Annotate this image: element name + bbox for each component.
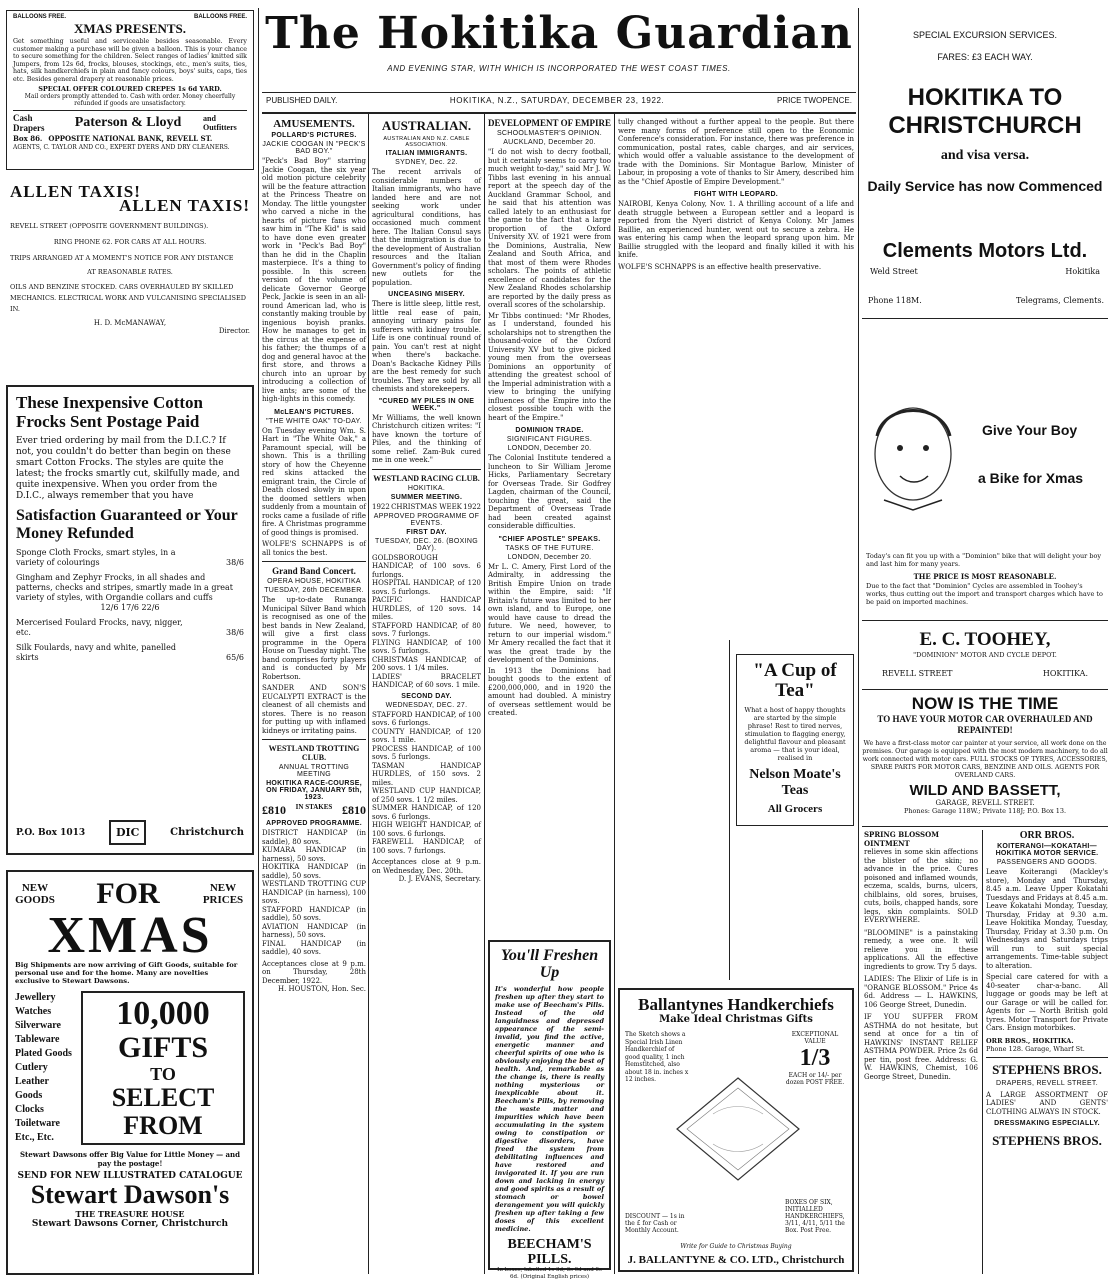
concert-date: TUESDAY, 26th DECEMBER.: [264, 587, 364, 594]
column-australian: [372, 118, 481, 1274]
hk-firm: J. BALLANTYNE & CO. LTD., Christchurch: [627, 1254, 845, 1266]
ad-wild-bassett: [862, 694, 1108, 822]
stakes-right: £810: [341, 803, 366, 817]
hk-boxes: BOXES OF SIX, INITIALLED HANDKERCHIEFS, 3/11, 4/11, 5/11 the Box. Post Free.: [785, 1199, 845, 1234]
trotting-sub: ANNUAL TROTTING MEETING: [278, 764, 350, 778]
approved-programme: APPROVED PROGRAMME.: [266, 820, 362, 827]
stephens-footer: STEPHENS BROS.: [992, 1133, 1102, 1148]
handkerchief-illustration: [673, 1074, 803, 1184]
dic-item-text: Gingham and Zephyr Frocks, in all shades and patterns, checks and stripes, smartly made in a great variety of styles, with Organdie collars and cuffs: [16, 573, 234, 602]
racing-hokitika: HOKITIKA.: [407, 484, 446, 492]
dic-item-price: 38/6: [226, 628, 244, 637]
allen-oils: OILS AND BENZINE STOCKED. CARS OVERHAULED BY SKILLED MECHANICS. ELECTRICAL WORK AND VULCANISING SPECIALISED IN.: [10, 283, 246, 313]
dic-item: [16, 643, 244, 663]
now-is-the-time: NOW IS THE TIME: [911, 694, 1059, 713]
gift-category: Silverware: [15, 1020, 61, 1031]
weld-street: Weld Street: [870, 267, 918, 276]
gift-category: Tableware: [15, 1034, 60, 1045]
dic-item-text: Mercerised Foulard Frocks, navy, nigger, etc.: [16, 618, 183, 637]
gift-category: Leather Goods: [15, 1076, 49, 1101]
balloons-free-left: BALLOONS FREE.: [13, 14, 67, 20]
masthead-subtitle: AND EVENING STAR, WITH WHICH IS INCORPORATED THE WEST COAST TIMES.: [387, 64, 731, 73]
column-amusements: [262, 118, 366, 1274]
gift-category: Etc., Etc.: [15, 1132, 54, 1143]
toohey-name: E. C. TOOHEY,: [919, 629, 1051, 650]
bike-body-2: Due to the fact that "Dominion" Cycles are assembled in Toohey's works, thus cutting out the import and transport charges which have to be paid on imported machines.: [866, 582, 1103, 606]
dic-item-price: 65/6: [226, 653, 244, 662]
ad-nelson-moate: [736, 654, 854, 826]
hk-title: Ballantynes Handkerchiefs: [638, 995, 834, 1014]
racing-title: WESTLAND RACING CLUB.: [373, 473, 480, 483]
italian-dateline: SYDNEY, Dec. 22.: [395, 159, 458, 166]
allen-owner-title: Director.: [218, 327, 250, 335]
orr-foot-left: ORR BROS., HOKITIKA.: [986, 1036, 1074, 1045]
clements-contact: [868, 296, 1104, 310]
mclean-body: On Tuesday evening Wm. S. Hart in "The White Oak," a Paramount special, will be shown. This is a thrilling story of how the Cheyenne red skins attacked the emigrant train, the Circle of Death closed slowly in upon the doomed settlers when suddenly from a mountain of rocks came a fusilade of rifle fire. A Christmas programme of good things is promised.: [262, 426, 366, 537]
wolfe-note: WOLFE'S SCHNAPPS is of all tonics the best.: [262, 540, 366, 557]
tea-title: "A Cup of Tea": [753, 660, 837, 701]
outfitters: and Outfitters: [203, 114, 237, 132]
hk-price: 1/3: [799, 1045, 831, 1071]
bloomine: "BLOOMINE" is a painstaking remedy, a wee one. It will relieve you in these applications. All the effective ingredients to grow. Try 5 days.: [864, 928, 978, 971]
stakes-middle: IN STAKES: [295, 803, 333, 811]
gift-category: Watches: [15, 1006, 52, 1017]
dic-item-price: 38/6: [226, 558, 244, 567]
piles-body: Mr Williams, the well known Christchurch citizen writes: "I have known the torture of Piles, and the thinking of some relief. Zam-Buk cured me in one week.": [372, 413, 481, 464]
toohey-street: REVELL STREET: [882, 669, 953, 678]
ad-stewart-dawsons: [6, 870, 254, 1275]
column-trade: [618, 118, 854, 638]
orr-bros-column: [986, 830, 1108, 1274]
tea-grocers: All Grocers: [767, 803, 823, 815]
wild-garage: GARAGE, REVELL STREET.: [935, 799, 1035, 807]
allen-street: REVELL STREET (OPPOSITE GOVERNMENT BUILDINGS).: [10, 222, 209, 230]
paterson-box: Box 86.: [13, 134, 43, 143]
visa-versa: and visa versa.: [940, 148, 1030, 163]
published-daily: PUBLISHED DAILY.: [266, 96, 338, 105]
stewart-treasure: THE TREASURE HOUSE: [75, 1209, 185, 1219]
race-event: FAREWELL HANDICAP, of 100 sovs. 7 furlongs.: [372, 838, 481, 855]
race-event: GOLDSBOROUGH HANDICAP, of 100 sovs. 6 furlongs.: [372, 553, 481, 579]
chief-apostle-sub: TASKS OF THE FUTURE.: [505, 544, 594, 552]
trot-race: KUMARA HANDICAP (in harness), 50 sovs.: [262, 846, 366, 863]
chief-apostle-body-2: In 1913 the Dominions had bought goods to the extent of £200,000,000, and in 1920 the amount had doubled. A ministry of overseas settlement would be created.: [488, 666, 611, 717]
tea-body: What a host of happy thoughts are started by the simple phrase! Rest to tired nerves, stimulation to flagging energy, delightful flavour and pleasant aroma — that is your ideal, realised in: [744, 706, 846, 762]
trotting-place: HOKITIKA RACE-COURSE, ON FRIDAY, JANUARY 5th, 1923.: [266, 780, 362, 801]
orange-blossom: LADIES: The Elixir of Life is in "ORANGE BLOSSOM." Price 4s 6d. Address — L. HAWKINS, 106 George Street, Dunedin.: [864, 975, 978, 1009]
ad-ballantynes: [618, 988, 854, 1272]
empire-dateline: AUCKLAND, December 20.: [503, 139, 596, 146]
paterson-address: OPPOSITE NATIONAL BANK, REVELL ST.: [48, 134, 213, 143]
orr-body: Leave Koiterangi (Mackley's store), Monday and Thursday, 8.45 a.m. Leave Upper Kokatahi Tuesdays and Fridays at 8.45 a.m. Leave Kokatahi Monday, Tuesday, Thursday, Friday at 9.30 a.m. Leave Hokitika Monday, Tuesday, Thursday, Friday at 3.30 p.m. On Wednesdays and Saturdays trips will run to suit special arrangements. Time-table subject to alteration.: [986, 868, 1108, 970]
racing-year-2: 1922: [463, 502, 481, 511]
tea-brand: Nelson Moate's Teas: [749, 767, 841, 798]
trade-filler: [620, 640, 730, 980]
race-event: SUMMER HANDICAP, of 120 sovs. 6 furlongs.: [372, 804, 481, 821]
misery-body: There is little sleep, little rest, little real ease of pain, annoying urinary pains for sufferers with kidney trouble. Life is one continual round of pain. You can't rest at night when there's backache. Doan's Backache Kidney Pills are the best remedy for such troubles. They are sold by all chemists and storekeepers.: [372, 300, 481, 393]
boy-portrait: [864, 392, 962, 522]
race-event: COUNTY HANDICAP, of 120 sovs. 1 mile.: [372, 727, 481, 744]
trot-race: DISTRICT HANDICAP (in saddle), 80 sovs.: [262, 829, 366, 846]
orr-body-2: Special care catered for with a 40-seater char-a-banc. All luggage or goods may be left at our Garage or will be called for. Agents for — North British gold tyres. Motor Transport for Private Cars. Ensign motorbikes.: [986, 973, 1108, 1032]
xmas-word: XMAS: [47, 907, 213, 964]
gifts-number: 10,000: [116, 995, 210, 1032]
gift-category: Clocks: [15, 1104, 44, 1115]
bike-for-xmas: a Bike for Xmas: [978, 470, 1084, 486]
bike-price: THE PRICE IS MOST REASONABLE.: [913, 572, 1057, 581]
race-event: TASMAN HANDICAP HURDLES, of 150 sovs. 2 miles.: [372, 761, 481, 787]
masthead-title: The Hokitika Guardian: [265, 8, 853, 59]
italian-body: The recent arrivals of considerable numbers of Italian immigrants, who have landed here and are not seeking work under agricultural conditions, has occasioned much comment here. The Italian Consul says that the immigration is due to the development of Australian resources and the Italian Government's policy of finding new outlets for the population.: [372, 168, 481, 287]
racing-footer: Acceptances close at 9 p.m. on Wednesday, Dec. 20th.: [372, 858, 481, 875]
boy-face-icon: [875, 408, 951, 500]
hk-value: EXCEPTIONAL VALUE: [791, 1031, 839, 1045]
stephens-title: STEPHENS BROS.: [992, 1061, 1102, 1077]
racing-programme: APPROVED PROGRAMME OF EVENTS.: [373, 512, 480, 527]
hk-each: EACH or 14/- per dozen POST FREE.: [785, 1072, 845, 1086]
clements-name-block: [862, 240, 1108, 290]
now-sub: TO HAVE YOUR MOTOR CAR OVERHAULED AND REPAINTED!: [877, 714, 1093, 735]
gift-category: Toiletware: [15, 1118, 60, 1129]
trade-body-1: tully changed without a further appeal to the people. But there were many forms of preference still open to the Economic Conference's consideration. For instance, there was preference in communication, postal rates, cable charges, and air services, which would offer a valuable assistance to the development of trade with the Dominions. Sir Montague Barlow, Minister of Labour, in proposing a vote of thanks to Sir Amery, described him as the "Chief Apostle of Empire Development.": [618, 118, 854, 186]
gift-category: Cutlery: [15, 1062, 48, 1073]
sander-note: SANDER AND SON'S EUCALYPTI EXTRACT is the cleanest of all chemists and stores. There is no reason for putting up with inflamed kidneys or irritating pains.: [262, 684, 366, 735]
ad-dic: [6, 385, 254, 855]
trot-race: FINAL HANDICAP (in saddle), 40 sovs.: [262, 939, 366, 956]
dominion-trade-dateline: LONDON, December 20.: [507, 445, 592, 452]
dic-body: Ever tried ordering by mail from the D.I.C.? If not, you couldn't do better than begin on these smart Cotton Frocks. The styles are quite the latest; the frocks smartly cut, skilfully made, and quite inexpensive. When you order from the D.I.C., always remember that you have: [16, 436, 240, 501]
toohey-town: HOKITIKA.: [1042, 669, 1088, 678]
toohey-sub: "DOMINION" MOTOR AND CYCLE DEPOT.: [913, 651, 1057, 659]
cable-assoc: AUSTRALIAN AND N.Z. CABLE ASSOCIATION.: [383, 136, 470, 148]
bike-body: Today's can fit you up with a "Dominion" bike that will delight your boy and last him for many years.: [866, 552, 1102, 568]
price: PRICE TWOPENCE.: [777, 96, 852, 105]
gifts-word: GIFTS: [117, 1031, 209, 1064]
leopard-body: NAIROBI, Kenya Colony, Nov. 1. A thrilling account of a life and death struggle between a European settler and a leopard is reported from the Nyeri district of Kenya Colony. Mr James Baillie, an experienced hunter, went out to secure a zebra. He was entering his camp when the leopard sprang upon him. Mr Baillie struggled with the leopard and finally killed it with his knife.: [618, 200, 854, 259]
dic-item: [16, 573, 244, 613]
beecham-body: It's wonderful how people freshen up after they start to make use of Beecham's Pills. Instead of the old languidness and depressed appearance of the semi-invalid, you find the active, energetic manner and cheerful spirits of one who is obviously enjoying the best of health. And, remarkable as the change is, there is really nothing mysterious or inexplicable about it. Beecham's Pills, by removing the waste matter and impurities which have been accumulating in the system owing to constipation or digestive disorders, have freed the system from debilitating influences and have restored and invigorated it. If you are run down and lacking in energy and good spirits as a result of stomach or bowel derangement you will quickly freshen up after taking a few doses of this excellent medicine.: [495, 985, 604, 1233]
trot-race: WESTLAND TROTTING CUP HANDICAP (in harness), 100 sovs.: [262, 880, 366, 905]
cash-drapers: Cash Drapers: [13, 113, 45, 133]
concert-body: The up-to-date Runanga Municipal Silver Band which is recognised as one of the best bands in New Zealand, will give a first class programme in the Opera House on Tuesday night. The band comprises forty players and is conducted by Mr Robertson.: [262, 596, 366, 681]
racing-week: CHRISTMAS WEEK: [391, 502, 462, 511]
race-event: CHRISTMAS HANDICAP, of 200 sovs. 1 1/4 miles.: [372, 655, 481, 672]
beecham-brand: BEECHAM'S PILLS.: [507, 1237, 592, 1267]
race-event: LADIES' BRACELET HANDICAP, of 60 sovs. 1 mile.: [372, 672, 481, 689]
balloons-free-right: BALLOONS FREE.: [193, 14, 247, 20]
ad-clements-motors: [862, 30, 1108, 240]
clements-phone: Phone 118M.: [868, 296, 922, 305]
trotting-title: WESTLAND TROTTING CLUB.: [268, 744, 360, 762]
stewart-corner: Stewart Dawsons Corner, Christchurch: [31, 1219, 229, 1229]
second-day: SECOND DAY.: [401, 692, 452, 700]
allen-ring: RING PHONE 62. FOR CARS AT ALL HOURS.: [53, 238, 207, 246]
dic-box: P.O. Box 1013: [16, 827, 86, 838]
beecham-title: You'll Freshen Up: [500, 947, 599, 981]
route-line-2: CHRISTCHURCH: [888, 112, 1082, 139]
italian-heading: ITALIAN IMMIGRANTS.: [385, 150, 468, 157]
chief-apostle-heading: "CHIEF APOSTLE" SPEAKS.: [498, 535, 601, 543]
race-event: HOSPITAL HANDICAP, of 120 sovs. 5 furlongs.: [372, 579, 481, 596]
spring-title: SPRING BLOSSOM OINTMENT: [864, 830, 939, 848]
racing-secretary: D. J. EVANS, Secretary.: [398, 875, 481, 883]
dominion-trade-heading: DOMINION TRADE.: [515, 427, 584, 434]
trot-race: STAFFORD HANDICAP (in saddle), 50 sovs.: [262, 905, 366, 922]
special-offer: SPECIAL OFFER COLOURED CREPES 1s 6d YARD.: [38, 85, 222, 93]
race-event: STAFFORD HANDICAP, of 80 sovs. 7 furlongs.: [372, 621, 481, 638]
now-body: We have a first-class motor car painter at your service, all work done on the premises. Our garage is equipped with the most modern machinery, to do all work connected with motor cars. FULL STOCKS OF TYRES, ACCESSORIES, SPARE PARTS FOR MOTOR CARS, BENZINE AND OILS. AGENTS FOR OVERLAND CARS.: [862, 740, 1108, 779]
dateline-bar: [266, 96, 852, 110]
chief-apostle-body: Mr L. C. Amery, First Lord of the Admiralty, in addressing the British Empire Union on trade within the Empire, said: "If Britain's future was limited to her own island, and to Europe, one would have cause to dread the future. We need, however, to return to our imperial wisdom." Mr Amery recalled the fact that it was the great trade by the development of the Dominions.: [488, 562, 611, 664]
race-event: PROCESS HANDICAP, of 100 sovs. 5 furlongs.: [372, 744, 481, 761]
hk-sub: Make Ideal Christmas Gifts: [659, 1014, 813, 1025]
wild-bassett-name: WILD AND BASSETT,: [909, 782, 1061, 799]
race-event: FLYING HANDICAP, of 100 sovs. 5 furlongs.: [372, 638, 481, 655]
mail-orders: Mail orders promptly attended to. Cash with order. Money cheerfully refunded if goods are unsatisfactory.: [24, 93, 236, 107]
asthma-powder: IF YOU SUFFER FROM ASTHMA do not hesitate, but send at once for a tin of HAWKINS' INSTANT RELIEF ASTHMA POWDER. Price 2s 6d per tin, post free. Address: G. W. HAWKINS, Chemist, 106 George Street, Dunedin.: [864, 1013, 978, 1081]
misery-heading: UNCEASING MISERY.: [388, 291, 465, 298]
dressmaking: DRESSMAKING ESPECIALLY.: [994, 1120, 1100, 1127]
select-word: SELECT: [111, 1083, 215, 1112]
dic-headline: These Inexpensive Cotton Frocks Sent Postage Paid: [16, 393, 204, 431]
dic-logo: DIC: [109, 820, 146, 845]
give-your-boy: Give Your Boy: [982, 422, 1078, 438]
first-day: FIRST DAY.: [406, 528, 447, 536]
stewart-intro: Big Shipments are now arriving of Gift Goods, suitable for personal use and for the home. Many are novelties exclusive to Stewart Dawsons.: [15, 961, 238, 985]
fares: FARES: £3 EACH WAY.: [937, 52, 1033, 62]
ad-toohey-bikes: [862, 322, 1108, 612]
toohey-footer: [862, 620, 1108, 690]
to-word: TO: [150, 1064, 176, 1084]
beecham-foot: In boxes, labelled 1s 3d, 3s 0d and 9s 6d. (Original English prices): [497, 1267, 602, 1280]
stakes-left: £810: [262, 803, 286, 817]
allen-rates: AT REASONABLE RATES.: [87, 268, 173, 276]
white-oak-sub: "THE WHITE OAK" TO-DAY.: [266, 417, 362, 425]
orr-foot-right: Phone 128. Garage, Wharf St.: [986, 1044, 1085, 1053]
mclean-heading: McLEAN'S PICTURES.: [274, 408, 354, 416]
racing-year: 1922: [372, 502, 390, 511]
pollard-heading: POLLARD'S PICTURES.: [271, 132, 357, 139]
clements-telegrams: Telegrams, Clements.: [1016, 296, 1104, 305]
australian-title: AUSTRALIAN.: [381, 118, 472, 133]
trot-race: HOKITIKA HANDICAP (in saddle), 50 sovs.: [262, 863, 366, 880]
trotting-footer: Acceptances close at 9 p.m. on Thursday, 28th December, 1922.: [262, 959, 366, 985]
xmas-presents-heading: XMAS PRESENTS.: [74, 21, 186, 36]
ad-beechams: [488, 940, 611, 1280]
dominion-trade-body: The Colonial Institute tendered a luncheon to Sir William Jerome Hicks, Parliamentary Secretary for Overseas Trade. Sir Godfrey Lagden, chairman of the Council, touching the great, said the Department of Overseas Trade had been created against considerable difficulties.: [488, 454, 611, 530]
race-event: HIGH WEIGHT HANDICAP, of 100 sovs. 6 furlongs.: [372, 821, 481, 838]
dic-item: [16, 618, 244, 638]
gift-category: Jewellery: [15, 992, 56, 1003]
orr-title: ORR BROS.: [1019, 830, 1075, 841]
stewart-catalogue: SEND FOR NEW ILLUSTRATED CATALOGUE: [17, 1171, 243, 1181]
race-event: WESTLAND CUP HANDICAP, of 250 sovs. 1 1/2 miles.: [372, 787, 481, 804]
hk-write: Write for Guide to Christmas Buying: [680, 1243, 792, 1250]
leopard-heading: FIGHT WITH LEOPARD.: [693, 191, 779, 198]
stewart-value: Stewart Dawsons offer Big Value for Little Money — and pay the postage!: [19, 1150, 241, 1168]
hk-desc: The Sketch shows a Special Irish Linen Handkerchief of good quality, 1 inch Hemstitched, also about 18 in. inches x 12 inches.: [625, 1031, 689, 1083]
handkerchief-icon: [677, 1078, 799, 1180]
dominion-trade-sub: SIGNIFICANT FIGURES.: [506, 436, 593, 443]
stewart-name: Stewart Dawson's: [30, 1180, 230, 1209]
dic-city: Christchurch: [170, 827, 244, 838]
spring-body: relieves in some skin affections the blister of the skin; no advance in the price. Cures poisoned and inflamed wounds, eczema, scalds, burns, ulcers, chilblains, old sores, bruises, cuts, boils, chapped hands, sore legs, skin complaints. SOLD EVERYWHERE.: [864, 848, 978, 924]
opera-house: OPERA HOUSE, HOKITIKA: [267, 578, 361, 585]
piles-heading: "CURED MY PILES IN ONE WEEK.": [378, 397, 475, 412]
allen-taxis-left: ALLEN TAXIS!: [10, 182, 141, 201]
wild-phones: Phones: Garage 118W.; Private 118J; P.O. Box 13.: [903, 807, 1067, 815]
dic-item-text: Silk Foulards, navy and white, panelled skirts: [16, 643, 176, 662]
spring-blossom-column: [864, 830, 978, 1274]
gift-category: Plated Goods: [15, 1048, 72, 1059]
race-event: STAFFORD HANDICAP, of 100 sovs. 6 furlongs.: [372, 710, 481, 727]
empire-title: DEVELOPMENT OF EMPIRE: [488, 118, 612, 128]
dic-item-price: 12/6 17/6 22/6: [100, 603, 160, 612]
paterson-agents: AGENTS, C. TAYLOR AND CO., EXPERT DYERS AND DRY CLEANERS.: [13, 144, 230, 151]
race-event: PACIFIC HANDICAP HURDLES, of 120 sovs. 14 miles.: [372, 596, 481, 621]
trot-race: AVIATION HANDICAP (in harness), 50 sovs.: [262, 922, 366, 939]
daily-service: Daily Service has now Commenced: [867, 178, 1103, 194]
ad-paterson-lloyd: [6, 10, 254, 170]
empire-body-1: "I do not wish to decry football, but it certainly seems to carry too much weight to-day," said Mr J. W. Tibbs last evening in his annual report at the speech day of the Auckland Grammar School, and he said that his attention was called lately to an enthusiast for the game to the fact that a large proportion of the Oxford University XV. of 1921 were from the Dominions, Australia, New Zealand and South Africa, and that most of them were Rhodes scholars. The points of athletic excellence of candidates for the New Zealand Rhodes scholarship are reported by the daily press as overall scores of the scholarship.: [488, 148, 611, 309]
weld-town: Hokitika: [1065, 267, 1100, 276]
orr-sub: KOITERANGI—KOKATAHI—HOKITIKA MOTOR SERVICE.: [995, 843, 1099, 857]
pollard-sub: JACKIE COOGAN IN "PECK'S BAD BOY.": [262, 141, 366, 155]
trotting-secretary: H. HOUSTON, Hon. Sec.: [278, 985, 366, 993]
masthead: [262, 8, 856, 88]
chief-apostle-dateline: LONDON, December 20.: [507, 553, 592, 561]
from-word: FROM: [123, 1111, 203, 1140]
paterson-body: Get something useful and serviceable besides seasonable. Every customer making a purchase will be given a balloon. This is your chance to secure something for the children. Select ranges of ladies' knitted silk Jumpers, from 12s 6d, frocks, blouses, stockings, etc., men's suits, ties, hats, silk handkerchiefs in plain and fancy colours, boys' suits, caps, ties etc. Besides general drapery at reasonable prices.: [13, 38, 247, 83]
concert-title: Grand Band Concert.: [272, 566, 356, 576]
stephens-sub: DRAPERS, REVELL STREET.: [996, 1079, 1098, 1087]
empire-sub: SCHOOLMASTER'S OPINION.: [496, 130, 603, 137]
route-line-1: HOKITIKA TO: [907, 84, 1063, 111]
empire-body-2: Mr Tibbs continued: "Mr Rhodes, as I understand, founded his scholarships not to strengthen the thousand-voice of the Oxford University XV but to give picked young men from the overseas Dominions an opportunity of attending the greatest school of the Imperial administration with a view to bringing the unifying influences of the Empire into the closest possible touch with the heart of the Empire.": [488, 311, 611, 422]
new-prices: NEW PRICES: [202, 882, 244, 906]
orr-passengers: PASSENGERS AND GOODS.: [996, 859, 1098, 866]
dic-item-text: Sponge Cloth Frocks, smart styles, in a variety of colourings: [16, 548, 176, 567]
hk-discount: DISCOUNT — 1s in the £ for Cash or Monthly Account.: [625, 1213, 685, 1234]
second-day-date: WEDNESDAY, DEC. 27.: [385, 701, 468, 709]
allen-taxis-right: ALLEN TAXIS!: [119, 196, 250, 215]
summer-meeting: SUMMER MEETING.: [390, 493, 463, 501]
allen-owner: H. D. McMANAWAY,: [93, 319, 167, 327]
issue-date: HOKITIKA, N.Z., SATURDAY, DECEMBER 23, 1922.: [449, 96, 665, 105]
amusements-title: AMUSEMENTS.: [273, 118, 355, 130]
clements-name: Clements Motors Ltd.: [882, 240, 1088, 262]
paterson-lloyd-name: Paterson & Lloyd: [74, 115, 182, 130]
first-day-date: TUESDAY, DEC. 26. (BOXING DAY).: [375, 537, 478, 552]
allen-trips: TRIPS ARRANGED AT A MOMENT'S NOTICE FOR ANY DISTANCE: [10, 254, 234, 262]
wolfe-note-2: WOLFE'S SCHNAPPS is an effective health preservative.: [618, 262, 822, 271]
for-word: FOR: [96, 877, 160, 910]
excursion-heading: SPECIAL EXCURSION SERVICES.: [912, 30, 1058, 40]
dic-guarantee: Satisfaction Guaranteed or Your Money Refunded: [16, 507, 238, 542]
dic-item: [16, 548, 244, 568]
ad-allen-taxis: [6, 180, 254, 350]
pollard-body: "Peck's Bad Boy" starring Jackie Coogan, the six year old motion picture celebrity will be the feature attraction at the Princess Theatre on Monday. The little youngster who carved a niche in the hearts of picture fans who saw him in "The Kid" is said to have done even greater work in "Peck's Bad Boy" than he did in the Chaplin masterpiece. It's a thing to possible. In this screen version of the volume of delicate Governor George Peck, Jackie is seen in an all-round American lad, who is constantly making trouble by ingenious boyish pranks. How he manages to get in the circus at the expense of his father; the thumps of a dog and general havoc at the first store, and throws a church into an uproar by introducing a collection of live ants; are some of the high-lights in this comedy.: [262, 157, 366, 403]
stephens-body: A LARGE ASSORTMENT OF LADIES' AND GENTS' CLOTHING ALWAYS IN STOCK.: [986, 1090, 1108, 1116]
new-goods: NEW GOODS: [15, 882, 55, 906]
